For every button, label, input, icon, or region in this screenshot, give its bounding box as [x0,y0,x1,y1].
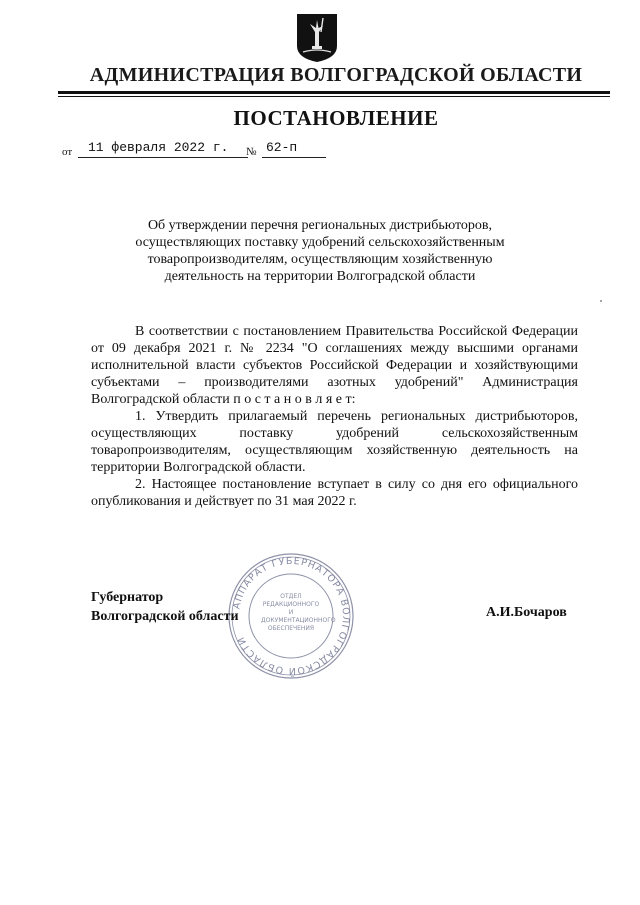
document-number: 62-п [266,140,298,155]
subject-line: Об утверждении перечня региональных дистрибьюторов, [147,218,493,233]
document-body [91,323,578,510]
subject-line: товаропроизводителям, осуществляющим хозяйственную [147,252,493,267]
header-rule-thick [58,91,610,94]
stamp-outer-text: АППАРАТ ГУБЕРНАТОРА ВОЛГОГРАДСКОЙ ОБЛАСТИ [231,555,352,677]
number-underline [262,157,326,158]
official-stamp [226,551,356,681]
date-underline [78,157,248,158]
position-line: Волгоградской области [91,609,239,624]
number-label: № [246,146,257,158]
document-date: 11 февраля 2022 г. [88,140,229,155]
organization-title: АДМИНИСТРАЦИЯ ВОЛГОГРАДСКОЙ ОБЛАСТИ [89,64,583,86]
item-2-paragraph: 2. Настоящее постановление вступает в силу со дня его официального опубликования и действует по 31 мая 2022 г. [91,477,578,509]
position-line: Губернатор [91,590,164,605]
header-rule-thin [58,96,610,97]
signatory-name: А.И.Бочаров [486,605,567,620]
preamble-paragraph: В соответствии с постановлением Правительства Российской Федерации от 09 декабря 2021 г. № 2234 "О соглашениях между высшими органами исполнительной власти субъектов Российской Федерации и хозяйствующими субъектами – производителями азотных удобрений" Администрация Волгоградской области п о с т а н о в л я е т: [91,324,578,407]
document-type-title: ПОСТАНОВЛЕНИЕ [233,106,439,130]
subject-line: осуществляющих поставку удобрений сельскохозяйственным [135,235,505,250]
document-subject [120,217,520,285]
stamp-inner-text: ОТДЕЛ РЕДАКЦИОННОГО И ДОКУМЕНТАЦИОННОГО ОБЕСПЕЧЕНИЯ [261,593,336,632]
signatory-position [91,588,239,626]
scan-speck [600,300,602,302]
from-label: от [62,146,73,158]
subject-line: деятельность на территории Волгоградской области [164,269,476,284]
coat-of-arms-icon [295,12,339,64]
item-1-paragraph: 1. Утвердить прилагаемый перечень региональных дистрибьюторов, осуществляющих поставку удобрений сельскохозяйственным товаропроизводителям, осуществляющим хозяйственную деятельность на территории Волгоградской области. [91,409,578,475]
date-number-row [62,140,362,160]
